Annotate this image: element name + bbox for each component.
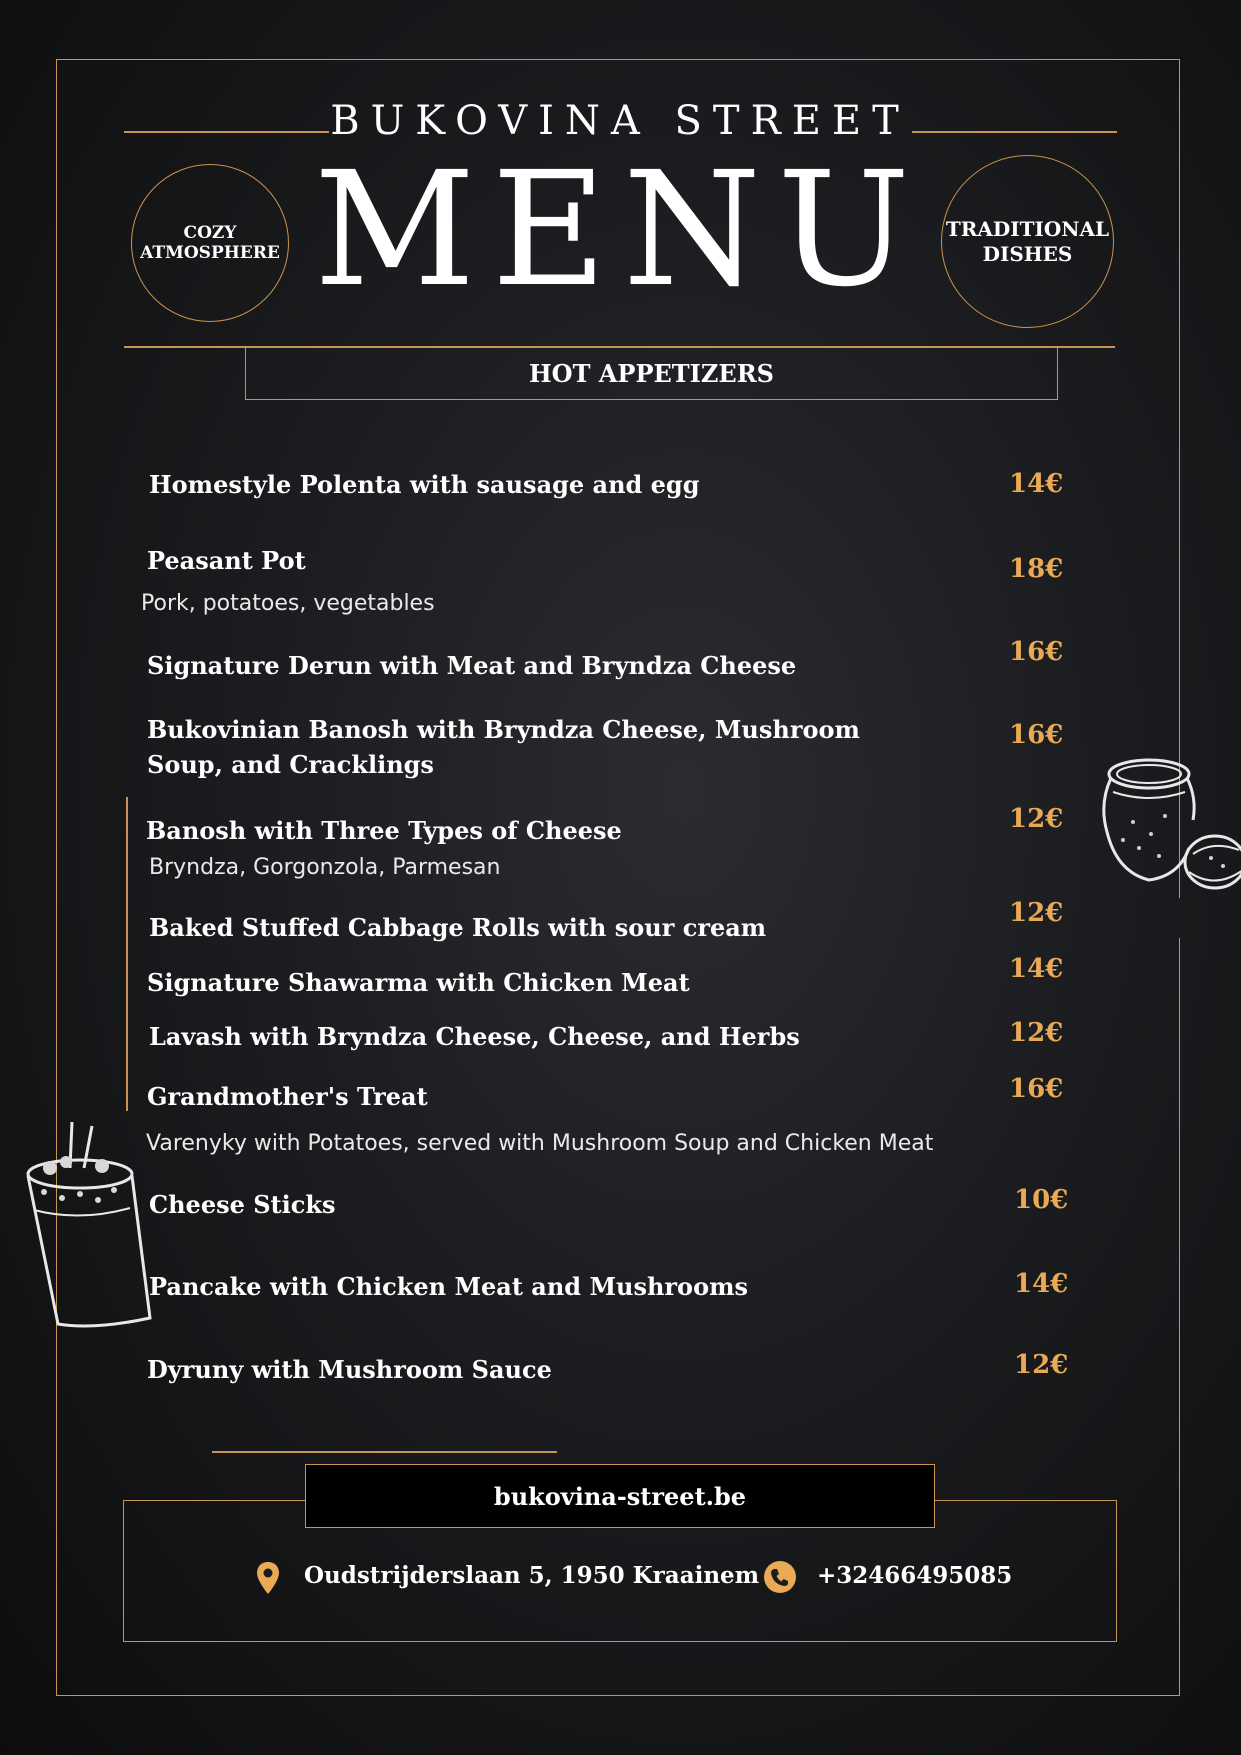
item-price: 12€ xyxy=(1009,1018,1064,1048)
item-price: 16€ xyxy=(1009,637,1064,667)
item-price: 16€ xyxy=(1009,1074,1064,1104)
header-line-right xyxy=(912,131,1117,133)
website-link[interactable]: bukovina-street.be xyxy=(305,1464,935,1528)
location-pin-icon xyxy=(256,1561,280,1595)
item-name: Peasant Pot xyxy=(147,546,306,575)
item-name: Cheese Sticks xyxy=(149,1190,336,1219)
phone-number[interactable]: +32466495085 xyxy=(817,1562,1013,1589)
brand-name: BUKOVINA STREET xyxy=(330,98,910,144)
item-price: 12€ xyxy=(1009,898,1064,928)
footer-line xyxy=(212,1451,557,1453)
item-price: 16€ xyxy=(1009,720,1064,750)
badge-left-text: COZY ATMOSPHERE xyxy=(140,223,280,263)
item-name: Pancake with Chicken Meat and Mushrooms xyxy=(149,1272,748,1301)
badge-cozy-atmosphere xyxy=(131,164,289,322)
item-name: Signature Shawarma with Chicken Meat xyxy=(147,968,690,997)
item-name: Signature Derun with Meat and Bryndza Cheese xyxy=(147,651,797,680)
item-description: Varenyky with Potatoes, served with Mushroom Soup and Chicken Meat xyxy=(146,1131,934,1156)
clay-pot-illustration xyxy=(1093,752,1241,902)
item-name: Lavash with Bryndza Cheese, Cheese, and Herbs xyxy=(149,1022,800,1051)
item-name: Dyruny with Mushroom Sauce xyxy=(147,1355,552,1384)
item-name: Baked Stuffed Cabbage Rolls with sour cream xyxy=(149,913,767,942)
item-price: 12€ xyxy=(1009,804,1064,834)
item-price: 12€ xyxy=(1014,1350,1069,1380)
item-price: 18€ xyxy=(1009,554,1064,584)
item-name-line2: Soup, and Cracklings xyxy=(147,750,434,779)
section-title: HOT APPETIZERS xyxy=(245,347,1058,400)
item-price: 14€ xyxy=(1014,1269,1069,1299)
item-price: 14€ xyxy=(1009,954,1064,984)
drink-glass-illustration xyxy=(14,1118,154,1330)
decorative-vertical-line-right xyxy=(1178,898,1180,938)
item-price: 14€ xyxy=(1009,469,1064,499)
item-price: 10€ xyxy=(1014,1185,1069,1215)
item-description: Bryndza, Gorgonzola, Parmesan xyxy=(149,855,501,880)
decorative-vertical-line-left xyxy=(126,797,128,1111)
badge-right-text: TRADITIONAL DISHES xyxy=(945,216,1110,266)
header-line-left xyxy=(124,131,329,133)
item-description: Pork, potatoes, vegetables xyxy=(141,591,435,616)
item-name: Grandmother's Treat xyxy=(147,1082,428,1111)
menu-title: MENU xyxy=(313,138,927,322)
badge-traditional-dishes xyxy=(941,155,1114,328)
item-name: Banosh with Three Types of Cheese xyxy=(146,816,622,845)
address-text: Oudstrijderslaan 5, 1950 Kraainem xyxy=(304,1562,760,1589)
phone-icon[interactable] xyxy=(763,1560,797,1594)
item-name: Bukovinian Banosh with Bryndza Cheese, Mushroom xyxy=(147,715,860,744)
item-name: Homestyle Polenta with sausage and egg xyxy=(149,470,700,499)
